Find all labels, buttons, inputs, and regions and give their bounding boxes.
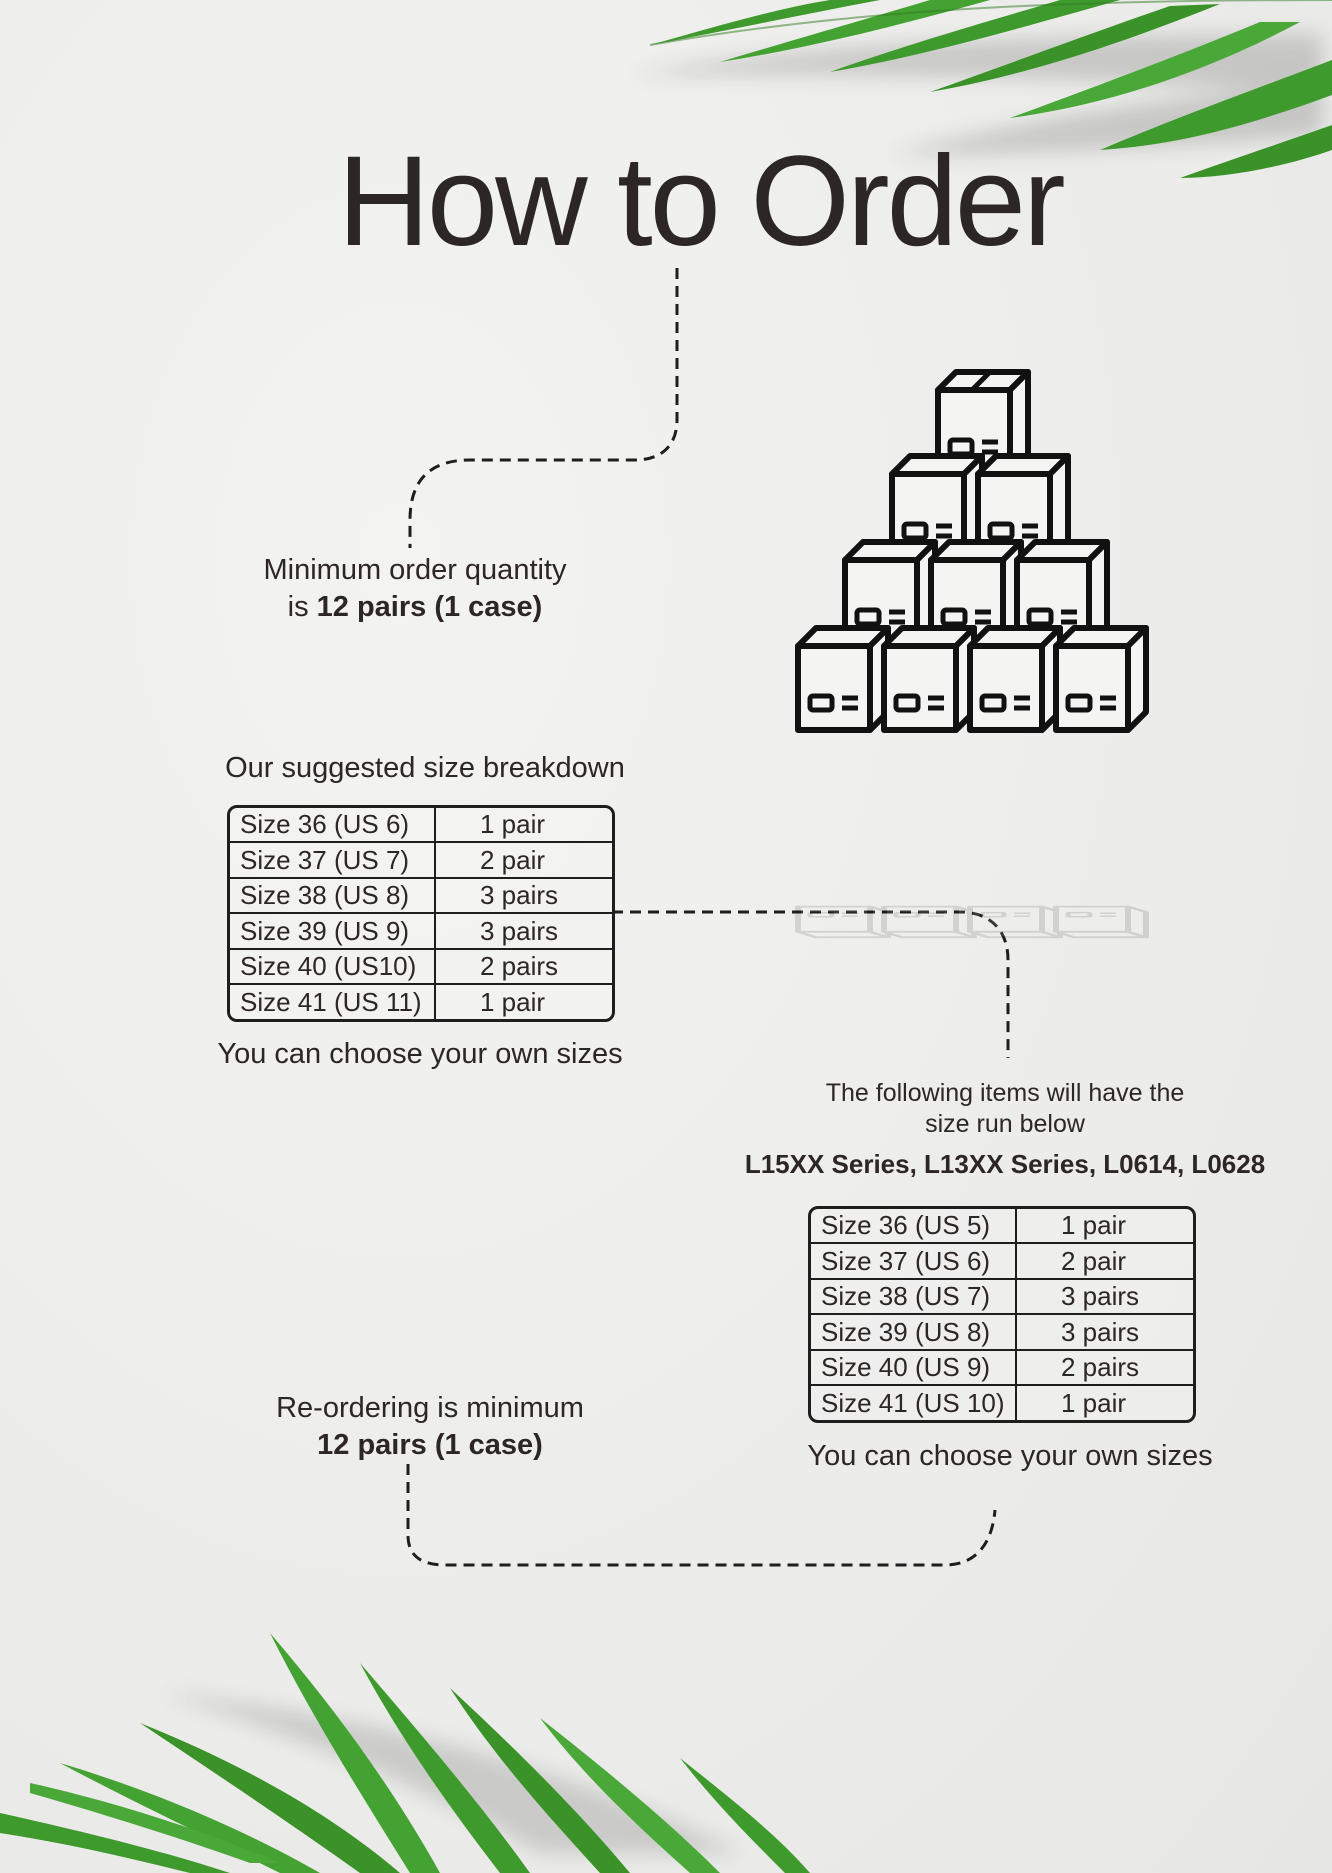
table-row — [811, 1243, 1193, 1279]
reorder-line1: Re-ordering is minimum — [276, 1392, 584, 1424]
series-list: L15XX Series, L13XX Series, L0614, L0628 — [744, 1149, 1266, 1179]
table-row — [811, 1314, 1193, 1350]
following-items-line2: size run below — [925, 1110, 1085, 1138]
size-cell: Size 39 (US 9) — [230, 913, 435, 949]
quantity-cell: 2 pairs — [1016, 1350, 1193, 1386]
quantity-cell: 2 pair — [435, 842, 612, 878]
table-row — [230, 878, 612, 914]
table-row — [230, 949, 612, 985]
suggested-size-table — [227, 805, 615, 1022]
size-cell: Size 40 (US 9) — [811, 1350, 1016, 1386]
table-row — [811, 1209, 1193, 1243]
series-sizes-note: You can choose your own sizes — [807, 1440, 1213, 1472]
size-cell: Size 38 (US 8) — [230, 878, 435, 914]
stacked-boxes-icon — [790, 360, 1210, 780]
quantity-cell: 3 pairs — [1016, 1314, 1193, 1350]
table-row — [230, 842, 612, 878]
size-cell: Size 37 (US 6) — [811, 1243, 1016, 1279]
table-row — [230, 808, 612, 842]
quantity-cell: 3 pairs — [435, 913, 612, 949]
quantity-cell: 1 pair — [1016, 1209, 1193, 1243]
following-items-line1: The following items will have the — [825, 1079, 1185, 1107]
quantity-cell: 1 pair — [1061, 1387, 1127, 1418]
table-row — [230, 913, 612, 949]
following-items-text — [760, 1078, 1250, 1140]
quantity-cell: 1 pair — [480, 986, 546, 1017]
suggested-sizes-note: You can choose your own sizes — [217, 1038, 623, 1070]
quantity-cell: 3 pairs — [435, 878, 612, 914]
reorder-text — [230, 1390, 630, 1464]
minimum-order-line1: Minimum order quantity — [263, 554, 567, 586]
size-cell: Size 37 (US 7) — [230, 842, 435, 878]
quantity-cell: 2 pairs — [435, 949, 612, 985]
size-cell: Size 39 (US 8) — [811, 1314, 1016, 1350]
minimum-order-prefix: is — [287, 591, 317, 623]
quantity-cell: 2 pair — [1016, 1243, 1193, 1279]
quantity-cell: 3 pairs — [1016, 1279, 1193, 1315]
size-cell: Size 41 (US 10) — [811, 1385, 1016, 1420]
size-cell: Size 38 (US 7) — [811, 1279, 1016, 1315]
minimum-order-line2 — [215, 589, 615, 626]
quantity-cell: 1 pair — [435, 808, 612, 842]
minimum-order-quantity: 12 pairs (1 case) — [316, 591, 543, 623]
series-size-table — [808, 1206, 1196, 1423]
page-title: How to Order — [337, 130, 1063, 273]
suggested-size-heading: Our suggested size breakdown — [225, 752, 625, 784]
table-row — [811, 1385, 1193, 1420]
minimum-order-text — [215, 552, 615, 626]
size-cell: Size 40 (US10) — [230, 949, 435, 985]
size-cell: Size 36 (US 6) — [230, 808, 435, 842]
table-row — [811, 1350, 1193, 1386]
table-row — [230, 984, 612, 1019]
size-cell: Size 36 (US 5) — [811, 1209, 1016, 1243]
table-row — [811, 1279, 1193, 1315]
size-cell: Size 41 (US 11) — [230, 984, 435, 1019]
reorder-quantity: 12 pairs (1 case) — [317, 1429, 543, 1461]
